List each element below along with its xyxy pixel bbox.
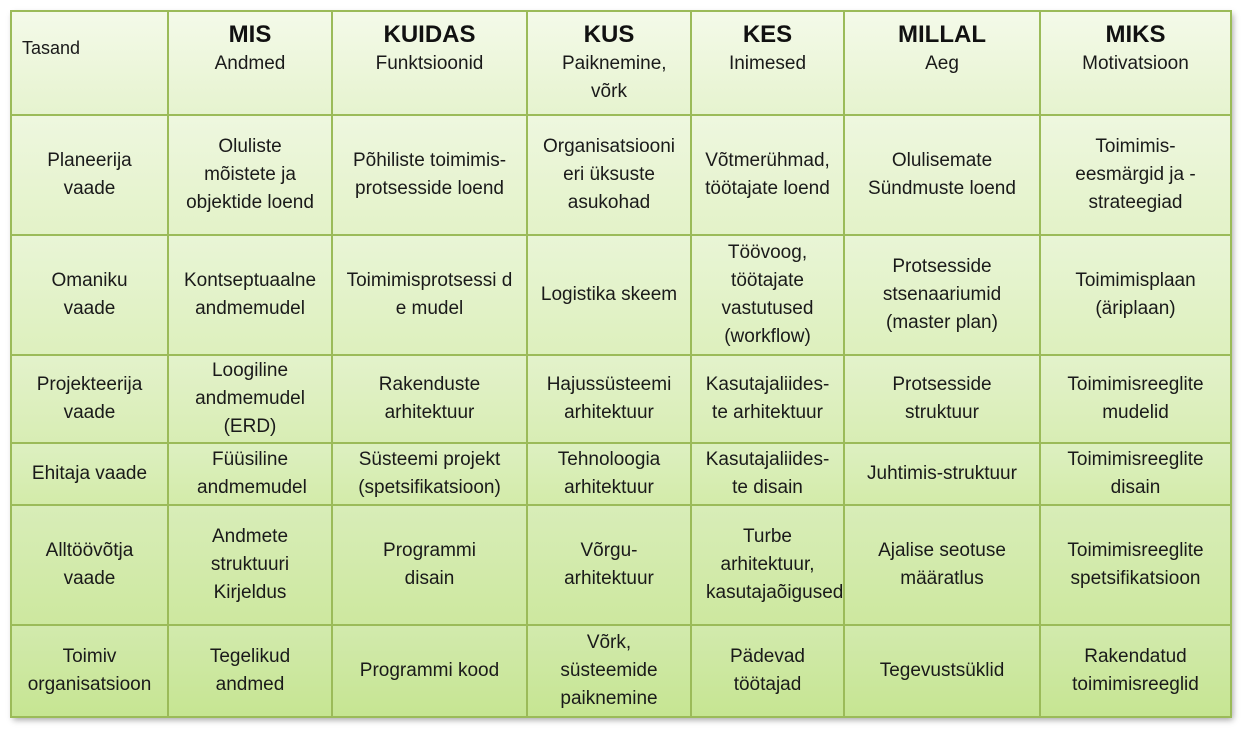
row-alltoovotja bbox=[11, 505, 1231, 625]
table-cell: Tegevustsüklid bbox=[844, 625, 1040, 717]
row-omaniku bbox=[11, 235, 1231, 355]
table-cell: Kasutajaliides-te arhitektuur bbox=[691, 355, 844, 443]
table-cell: Toimimisreeglite mudelid bbox=[1040, 355, 1231, 443]
row-planeerija bbox=[11, 115, 1231, 235]
column-header-miks bbox=[1040, 11, 1231, 115]
table-cell: Võrk, süsteemide paiknemine bbox=[527, 625, 691, 717]
column-header-kus bbox=[527, 11, 691, 115]
table-cell: Toimimisprotsessi de mudel bbox=[332, 235, 527, 355]
table-cell: Olulisemate Sündmuste loend bbox=[844, 115, 1040, 235]
table-cell: Võtmerühmad, töötajate loend bbox=[691, 115, 844, 235]
table-cell: Protsesside struktuur bbox=[844, 355, 1040, 443]
table-cell: Programmi disain bbox=[332, 505, 527, 625]
column-title: MILLAL bbox=[898, 21, 986, 48]
table-cell: Rakenduste arhitektuur bbox=[332, 355, 527, 443]
column-subtitle: Motivatsioon bbox=[1082, 53, 1189, 74]
row-label: Ehitaja vaade bbox=[11, 443, 168, 505]
table-cell: Põhiliste toimimis-protsesside loend bbox=[332, 115, 527, 235]
row-label: Projekteerija vaade bbox=[11, 355, 168, 443]
column-subtitle: Andmed bbox=[214, 53, 286, 74]
row-toimiv bbox=[11, 625, 1231, 717]
corner-label: Tasand bbox=[11, 11, 168, 115]
table-cell: Tehnoloogia arhitektuur bbox=[527, 443, 691, 505]
table-cell: Organisatsiooni eri üksuste asukohad bbox=[527, 115, 691, 235]
table-cell: Rakendatud toimimisreeglid bbox=[1040, 625, 1231, 717]
table-cell: Tegelikud andmed bbox=[168, 625, 332, 717]
column-title: KES bbox=[742, 21, 793, 48]
table-cell: Võrgu-arhitektuur bbox=[527, 505, 691, 625]
table-cell: Töövoog, töötajate vastutused (workflow) bbox=[691, 235, 844, 355]
row-ehitaja bbox=[11, 443, 1231, 505]
column-header-kuidas bbox=[332, 11, 527, 115]
header-row bbox=[11, 11, 1231, 115]
table-cell: Logistika skeem bbox=[527, 235, 691, 355]
table-cell: Süsteemi projekt (spetsifikatsioon) bbox=[332, 443, 527, 505]
zachman-framework-table bbox=[10, 10, 1232, 718]
column-subtitle: Funktsioonid bbox=[375, 53, 484, 74]
column-subtitle: Aeg bbox=[925, 53, 959, 74]
table-cell: Toimimis-eesmärgid ja -strateegiad bbox=[1040, 115, 1231, 235]
row-label: Planeerija vaade bbox=[11, 115, 168, 235]
table-cell: Ajalise seotuse määratlus bbox=[844, 505, 1040, 625]
column-title: MIS bbox=[228, 21, 272, 48]
row-label: Omaniku vaade bbox=[11, 235, 168, 355]
column-header-kes bbox=[691, 11, 844, 115]
column-header-millal bbox=[844, 11, 1040, 115]
table-cell: Programmi kood bbox=[332, 625, 527, 717]
table-cell: Oluliste mõistete ja objektide loend bbox=[168, 115, 332, 235]
column-title: MIKS bbox=[1105, 21, 1166, 48]
row-label: Toimiv organisatsioon bbox=[11, 625, 168, 717]
table-cell: Andmete struktuuri Kirjeldus bbox=[168, 505, 332, 625]
table-cell: Kasutajaliides-te disain bbox=[691, 443, 844, 505]
table-cell: Kontseptuaalne andmemudel bbox=[168, 235, 332, 355]
table-cell: Toimimisplaan (äriplaan) bbox=[1040, 235, 1231, 355]
table-cell: Pädevad töötajad bbox=[691, 625, 844, 717]
column-title: KUS bbox=[583, 21, 635, 48]
table-cell: Juhtimis-struktuur bbox=[844, 443, 1040, 505]
zachman-table-frame bbox=[10, 10, 1230, 716]
column-title: KUIDAS bbox=[383, 21, 476, 48]
table-cell: Protsesside stsenaariumid (master plan) bbox=[844, 235, 1040, 355]
row-projekteerija bbox=[11, 355, 1231, 443]
column-subtitle: Inimesed bbox=[728, 53, 807, 74]
table-cell: Toimimisreeglite disain bbox=[1040, 443, 1231, 505]
table-cell: Loogiline andmemudel (ERD) bbox=[168, 355, 332, 443]
column-subtitle: Paiknemine, võrk bbox=[562, 53, 667, 102]
table-cell: Toimimisreeglite spetsifikatsioon bbox=[1040, 505, 1231, 625]
row-label: Alltöövõtja vaade bbox=[11, 505, 168, 625]
table-cell: Hajussüsteemi arhitektuur bbox=[527, 355, 691, 443]
table-cell: Turbe arhitektuur, kasutajaõigused bbox=[691, 505, 844, 625]
column-header-mis bbox=[168, 11, 332, 115]
table-cell: Füüsiline andmemudel bbox=[168, 443, 332, 505]
